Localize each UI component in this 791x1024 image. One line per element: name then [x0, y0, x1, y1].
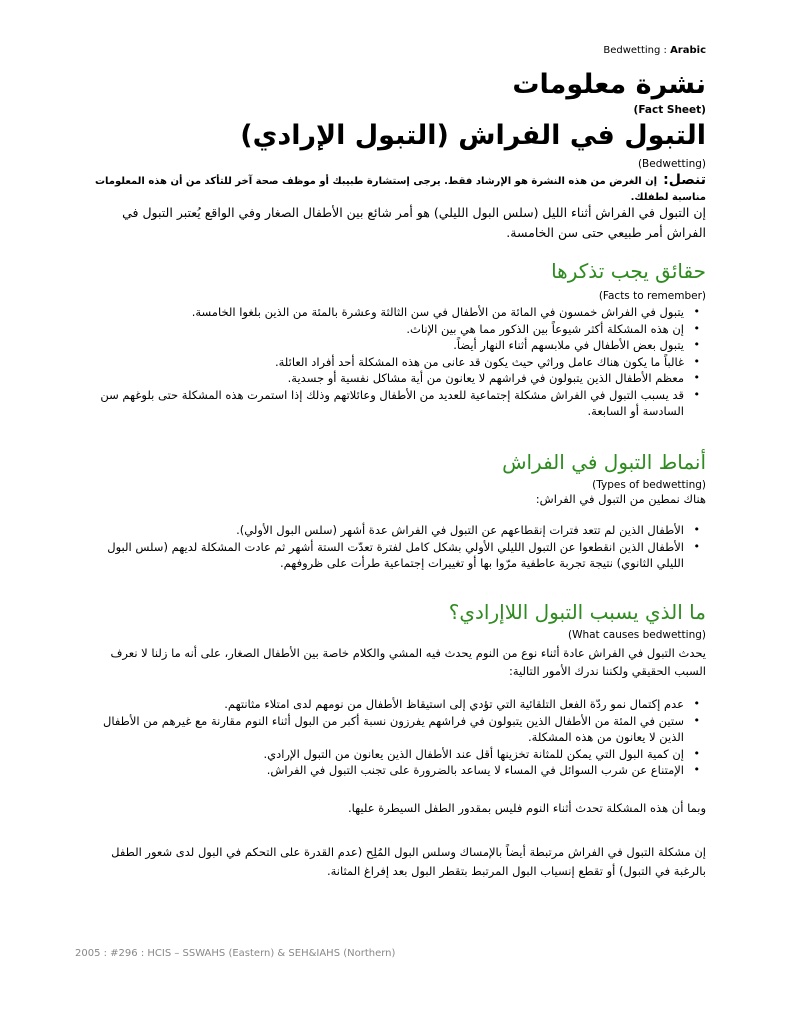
types-list-container [95, 522, 706, 572]
causes-heading-english: (What causes bedwetting) [567, 629, 706, 641]
list-item: • إن هذه المشكلة أكثر شيوعاً بين الذكور مما هي بين الإناث. [95, 321, 684, 338]
sleep-control-paragraph: وبما أن هذه المشكلة تحدث أثناء النوم فليس بمقدور الطفل السيطرة عليها. [347, 801, 706, 815]
list-item: • غالباً ما يكون هناك عامل وراثي حيث يكون قد عانى من هذه المشكلة أحد أفراد العائلة. [95, 354, 684, 371]
types-list [95, 522, 706, 572]
page-title: نشرة معلومات [512, 69, 706, 100]
disclaimer [95, 172, 706, 206]
types-heading: أنماط التبول في الفراش [502, 450, 706, 474]
header-language: Arabic [670, 45, 706, 56]
facts-list-container [95, 304, 706, 420]
list-item: • يتبول بعض الأطفال في ملابسهم أثناء النهار أيضاً. [95, 337, 684, 354]
facts-heading-english: (Facts to remember) [598, 290, 706, 302]
causes-list [95, 696, 706, 779]
disclaimer-label: تنصل: [663, 172, 706, 188]
facts-list [95, 304, 706, 420]
causes-list-container [95, 696, 706, 779]
intro-paragraph: إن التبول في الفراش أثناء الليل (سلس البول الليلي) هو أمر شائع بين الأطفال الصغار وفي الواقع يُعتبر التبول في الفراش أمر طبيعي حتى سن الخامسة. [122, 205, 706, 240]
causes-heading: ما الذي يسبب التبول اللاإرادي؟ [448, 600, 706, 624]
types-intro: هناك نمطين من التبول في الفراش: [535, 492, 706, 506]
list-item: • يتبول في الفراش خمسون في المائة من الأطفال في سن الثالثة وعشرة بالمئة من الذين بلغوا الخامسة. [95, 304, 684, 321]
types-heading-english: (Types of bedwetting) [592, 479, 706, 491]
list-item: • عدم إكتمال نمو ردّة الفعل التلقائية التي تؤدي إلى استيقاظ الأطفال من نومهم لدى امتلاء مثانتهم. [95, 696, 684, 713]
list-item: • الأطفال الذين لم تتعد فترات إنقطاعهم عن التبول في الفراش عدة أشهر (سلس البول الأولي). [95, 522, 684, 539]
list-item: • ستين في المئة من الأطفال الذين يتبولون في فراشهم يفرزون نسبة أكبر من البول أثناء النوم مقارنة مع غيرهم من الأطفال الذين لا يعانون من هذه المشكلة. [95, 713, 684, 746]
header-separator: : [660, 45, 671, 56]
document-footer: 2005 : #296 : HCIS – SSWAHS (Eastern) & SEH&IAHS (Northern) [75, 948, 396, 959]
topic-title-english: (Bedwetting) [637, 158, 706, 170]
list-item: • الإمتناع عن شرب السوائل في المساء لا يساعد بالضرورة على تجنب التبول في الفراش. [95, 762, 684, 779]
header-topic: Bedwetting [603, 45, 661, 56]
list-item: • قد يسبب التبول في الفراش مشكلة إجتماعية للعديد من الأطفال وعائلاتهم وذلك إذا استمرت هذه المشكلة حتى بلوغهم سن السادسة أو السابعة. [95, 387, 684, 420]
facts-heading: حقائق يجب تذكرها [551, 259, 706, 283]
list-item: • معظم الأطفال الذين يتبولون في فراشهم لا يعانون من أية مشاكل نفسية أو جسدية. [95, 370, 684, 387]
document-header-tag [603, 45, 706, 56]
topic-title: التبول في الفراش (التبول الإرادي) [240, 120, 706, 151]
constipation-paragraph: إن مشكلة التبول في الفراش مرتبطة أيضاً بالإمساك وسلس البول المُلِح (عدم القدرة على التحكم في البول لدى شعور الطفل بالرغبة في التبول) أو تقطع إنسياب البول المرتبط بتقطر البول بعد إفراغ المثانة. [111, 845, 706, 878]
disclaimer-text: إن الغرض من هذه النشرة هو الإرشاد فقط. يرجى إستشارة طبيبك أو موظف صحة آخر للتأكد من أن هذه المعلومات مناسبة لطفلك. [94, 176, 706, 203]
list-item: • إن كمية البول التي يمكن للمثانة تخزينها أقل عند الأطفال الذين يعانون من التبول الإرادي. [95, 746, 684, 763]
page-title-english: (Fact Sheet) [633, 104, 706, 116]
causes-intro: يحدث التبول في الفراش عادة أثناء نوع من النوم يحدث فيه المشي والكلام خاصة بين الأطفال الصغار، على أنه ما زلنا لا نعرف السبب الحقيقي ولكننا ندرك الأمور التالية: [110, 646, 706, 678]
list-item: • الأطفال الذين انقطعوا عن التبول الليلي الأولي بشكل كامل لفترة تعدّت الستة أشهر ثم عادت المشكلة لديهم (سلس البول الليلي الثانوي) نتيجة تجربة عاطفية مرّوا بها أو تغييرات إجتماعية طرأت على ظروفهم. [95, 539, 684, 572]
